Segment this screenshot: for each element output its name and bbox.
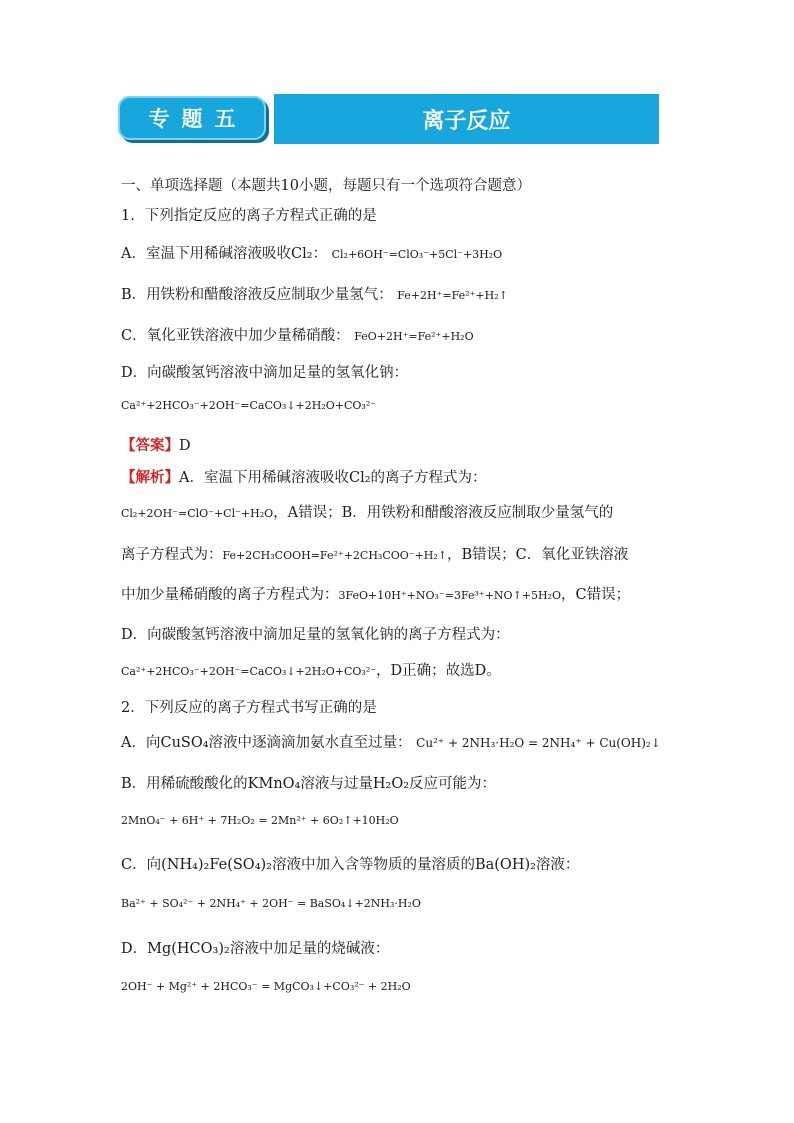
q1-analysis-line-1	[121, 466, 487, 487]
answer-value: D	[179, 438, 191, 454]
analysis-label: 【解析】	[121, 469, 179, 486]
q2-stem: 2．下列反应的离子方程式书写正确的是	[121, 700, 377, 716]
q1-option-c	[121, 324, 474, 345]
q1-analysis-line-5: D．向碳酸氢钙溶液中滴加足量的氢氧化钠的离子方程式为：	[121, 627, 510, 643]
q2-option-c: C．向(NH₄)₂Fe(SO₄)₂溶液中加入含等物质的量溶质的Ba(OH)₂溶液：	[121, 857, 580, 873]
q1-option-d: D．向碳酸氢钙溶液中滴加足量的氢氧化钠：	[121, 365, 409, 381]
q1-option-b-text: B．用铁粉和醋酸溶液反应制取少量氢气：	[121, 287, 393, 303]
q1-option-a	[121, 242, 502, 263]
analysis-text: ，C错误；	[561, 587, 631, 603]
q2-option-d: D．Mg(HCO₃)₂溶液中加足量的烧碱液：	[121, 941, 390, 957]
q2-option-c-formula: Ba²⁺ + SO₄²⁻ + 2NH₄⁺ + 2OH⁻ = BaSO₄↓+2NH₃·H₂O	[121, 897, 421, 910]
analysis-formula-2: Fe+2CH₃COOH=Fe²⁺+2CH₃COO⁻+H₂↑	[222, 549, 448, 562]
page-header	[118, 94, 659, 144]
analysis-formula-4: Ca²⁺+2HCO₃⁻+2OH⁻=CaCO₃↓+2H₂O+CO₃²⁻	[121, 665, 377, 678]
q2-option-a-text: A．向CuSO₄溶液中逐滴滴加氨水直至过量：	[121, 735, 412, 751]
q1-analysis-line-6	[121, 659, 501, 680]
q1-analysis-line-3	[121, 543, 628, 564]
topic-label: 专题五	[148, 107, 248, 131]
q1-option-c-formula: FeO+2H⁺=Fe²⁺+H₂O	[354, 330, 474, 343]
analysis-text: 离子方程式为：	[121, 547, 223, 563]
q1-stem: 1．下列指定反应的离子方程式正确的是	[121, 208, 377, 224]
analysis-formula-3: 3FeO+10H⁺+NO₃⁻=3Fe³⁺+NO↑+5H₂O	[338, 589, 562, 602]
analysis-text: ，B错误；C．氧化亚铁溶液	[447, 547, 629, 563]
q2-option-a-formula: Cu²⁺ + 2NH₃·H₂O = 2NH₄⁺ + Cu(OH)₂↓	[416, 736, 661, 750]
q2-option-b-formula: 2MnO₄⁻ + 6H⁺ + 7H₂O₂ = 2Mn²⁺ + 6O₂↑+10H₂O	[121, 814, 399, 827]
analysis-text: A．室温下用稀碱溶液吸收Cl₂的离子方程式为：	[179, 470, 487, 486]
q1-option-c-text: C．氧化亚铁溶液中加少量稀硝酸：	[121, 328, 350, 344]
q2-option-d-formula: 2OH⁻ + Mg²⁺ + 2HCO₃⁻ = MgCO₃↓+CO₃²⁻ + 2H₂O	[121, 980, 411, 993]
q1-option-b-formula: Fe+2H⁺=Fe²⁺+H₂↑	[397, 289, 508, 302]
analysis-formula-1: Cl₂+2OH⁻=ClO⁻+Cl⁻+H₂O	[121, 507, 274, 520]
q1-option-a-formula: Cl₂+6OH⁻=ClO₃⁻+5Cl⁻+3H₂O	[331, 248, 503, 261]
analysis-text: ，A错误；B．用铁粉和醋酸溶液反应制取少量氢气的	[273, 505, 614, 521]
analysis-text: ，D正确；故选D。	[376, 663, 501, 679]
q1-analysis-line-2	[121, 501, 613, 522]
title-bar	[274, 94, 659, 144]
q1-analysis-line-4	[121, 583, 630, 604]
q1-option-b	[121, 283, 508, 304]
q2-option-b: B．用稀硫酸酸化的KMnO₄溶液与过量H₂O₂反应可能为：	[121, 776, 497, 792]
section-heading: 一、单项选择题（本题共10小题，每题只有一个选项符合题意）	[121, 178, 531, 194]
page-title: 离子反应	[422, 108, 511, 134]
q1-option-d-formula: Ca²⁺+2HCO₃⁻+2OH⁻=CaCO₃↓+2H₂O+CO₃²⁻	[121, 399, 377, 412]
q1-answer	[121, 434, 191, 455]
answer-label: 【答案】	[121, 437, 179, 454]
q2-option-a	[121, 731, 661, 752]
topic-badge	[118, 96, 266, 140]
analysis-text: 中加少量稀硝酸的离子方程式为：	[121, 587, 339, 603]
q1-option-a-text: A．室温下用稀碱溶液吸收Cl₂：	[121, 246, 328, 262]
